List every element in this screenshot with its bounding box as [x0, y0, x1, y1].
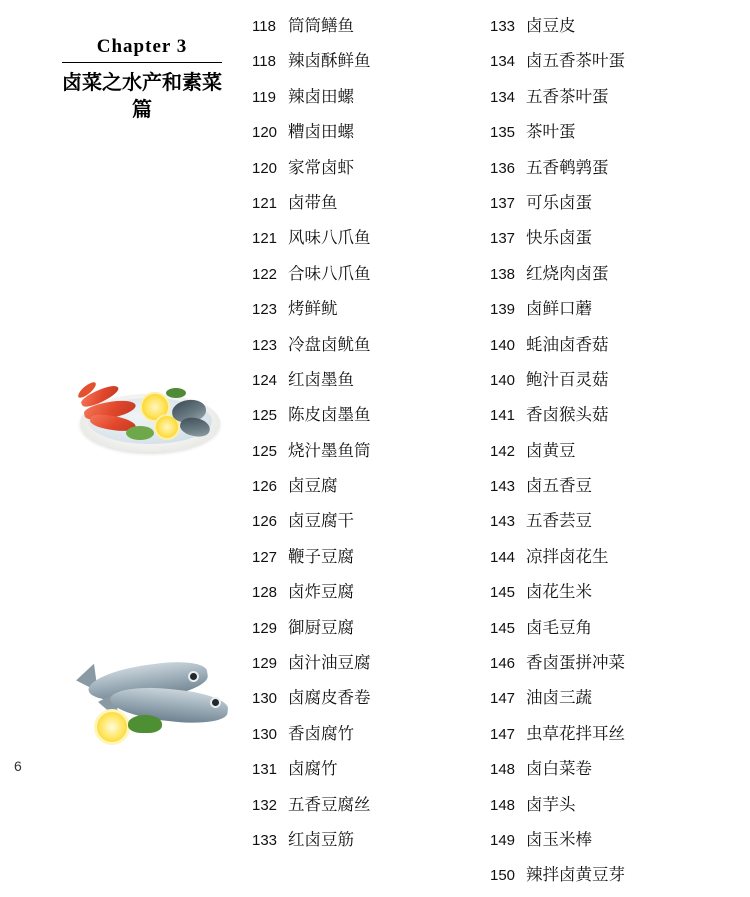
toc-page-number: 123 — [252, 301, 278, 319]
toc-entry[interactable] — [252, 578, 482, 613]
toc-page-number: 122 — [252, 265, 278, 283]
toc-page-number: 134 — [490, 53, 516, 71]
toc-page-number: 133 — [490, 18, 516, 35]
toc-entry-title: 五香豆腐丝 — [288, 794, 371, 814]
toc-page-number: 126 — [252, 513, 278, 531]
toc-page-number: 126 — [252, 478, 278, 496]
fish-eye-shape — [210, 697, 221, 708]
toc-entry[interactable] — [252, 755, 482, 790]
toc-entry-title: 香卤蛋拼冲菜 — [526, 653, 625, 673]
toc-entry-title: 可乐卤蛋 — [526, 192, 592, 212]
toc-entry-title: 五香鹌鹑蛋 — [526, 157, 609, 177]
toc-entry-title: 鲍汁百灵菇 — [526, 369, 609, 389]
toc-entry[interactable] — [252, 720, 482, 755]
toc-entry-title: 鞭子豆腐 — [288, 546, 354, 566]
toc-page-number: 147 — [490, 690, 516, 708]
toc-page-number: 145 — [490, 584, 516, 602]
toc-entry-title: 卤炸豆腐 — [288, 582, 354, 602]
toc-entry-title: 筒筒鳝鱼 — [288, 16, 354, 35]
toc-page-number: 119 — [252, 88, 276, 106]
toc-page-number: 138 — [490, 265, 516, 283]
toc-entry[interactable] — [252, 543, 482, 578]
toc-page-number: 147 — [490, 725, 516, 743]
toc-page-number: 127 — [252, 548, 278, 566]
toc-page-number: 120 — [252, 159, 278, 177]
toc-entry[interactable] — [252, 224, 482, 259]
toc-entry[interactable] — [252, 401, 482, 436]
toc-page-number: 140 — [490, 371, 516, 389]
toc-entry[interactable] — [252, 154, 482, 189]
toc-entry[interactable] — [252, 331, 482, 366]
toc-entry-title: 香卤猴头菇 — [526, 405, 609, 425]
toc-page-number: 146 — [490, 655, 516, 673]
toc-entry[interactable] — [490, 684, 740, 719]
toc-entry-title: 卤白菜卷 — [526, 759, 592, 779]
toc-entry-title: 卤芋头 — [526, 794, 576, 814]
toc-entry-title: 卤玉米棒 — [526, 829, 592, 849]
toc-page-number: 143 — [490, 478, 516, 496]
toc-entry-title: 辣卤酥鲜鱼 — [288, 51, 371, 71]
toc-entry-title: 卤五香茶叶蛋 — [526, 51, 625, 71]
chapter-title: 卤菜之水产和素菜篇 — [62, 70, 222, 121]
toc-page-number: 125 — [252, 442, 278, 460]
garnish-shape — [166, 388, 186, 398]
toc-entry[interactable] — [490, 437, 740, 472]
toc-middle-column — [252, 12, 482, 861]
toc-entry-title: 卤豆腐 — [288, 476, 338, 496]
garnish-shape — [126, 426, 154, 440]
toc-page-number: 125 — [252, 407, 278, 425]
toc-entry[interactable] — [490, 47, 740, 82]
chapter-heading — [62, 36, 222, 123]
toc-entry[interactable] — [490, 12, 740, 47]
toc-page-number: 143 — [490, 513, 516, 531]
toc-page-number: 142 — [490, 442, 516, 460]
toc-entry[interactable] — [252, 260, 482, 295]
toc-page-number: 130 — [252, 690, 278, 708]
toc-entry[interactable] — [490, 260, 740, 295]
toc-entry-title: 冷盘卤鱿鱼 — [288, 334, 371, 354]
toc-entry[interactable] — [490, 826, 740, 861]
toc-entry[interactable] — [252, 118, 482, 153]
chapter-divider — [62, 62, 222, 63]
toc-page-number: 121 — [252, 194, 278, 212]
toc-entry[interactable] — [490, 118, 740, 153]
fresh-fish-photo — [72, 635, 237, 750]
toc-entry[interactable] — [490, 507, 740, 542]
toc-entry-title: 家常卤虾 — [288, 157, 354, 177]
toc-page-number: 148 — [490, 761, 516, 779]
toc-page-number: 145 — [490, 619, 516, 637]
parsley-garnish-shape — [128, 715, 162, 733]
toc-entry[interactable] — [252, 826, 482, 861]
toc-page-number: 118 — [252, 53, 276, 71]
toc-entry-title: 香卤腐竹 — [288, 723, 354, 743]
toc-entry[interactable] — [252, 83, 482, 118]
toc-entry-title: 卤豆腐干 — [288, 511, 354, 531]
toc-entry[interactable] — [490, 543, 740, 578]
seafood-platter-photo — [68, 358, 233, 463]
toc-entry[interactable] — [490, 472, 740, 507]
toc-entry-title: 红卤墨鱼 — [288, 369, 354, 389]
toc-entry-title: 茶叶蛋 — [526, 122, 576, 142]
toc-entry-title: 卤腐皮香卷 — [288, 688, 371, 708]
toc-entry-title: 快乐卤蛋 — [526, 228, 592, 248]
toc-entry[interactable] — [490, 189, 740, 224]
toc-entry[interactable] — [252, 12, 482, 47]
toc-page-number: 123 — [252, 336, 278, 354]
toc-page-number: 135 — [490, 124, 516, 142]
toc-entry[interactable] — [252, 614, 482, 649]
toc-entry[interactable] — [490, 649, 740, 684]
toc-page-number: 144 — [490, 548, 516, 566]
toc-entry[interactable] — [252, 189, 482, 224]
toc-entry-title: 烤鲜鱿 — [288, 299, 338, 319]
toc-page-number: 130 — [252, 725, 278, 743]
toc-entry[interactable] — [490, 331, 740, 366]
toc-entry-title: 卤鲜口蘑 — [526, 299, 592, 319]
toc-entry[interactable] — [252, 47, 482, 82]
toc-entry-title: 辣拌卤黄豆芽 — [526, 865, 625, 885]
toc-right-column — [490, 12, 740, 897]
toc-page-number: 131 — [252, 761, 278, 779]
toc-page-number: 129 — [252, 619, 278, 637]
toc-entry-title: 凉拌卤花生 — [526, 546, 609, 566]
toc-page-number: 139 — [490, 301, 516, 319]
toc-entry-title: 红卤豆筋 — [288, 829, 354, 849]
toc-entry[interactable] — [252, 437, 482, 472]
toc-page-number: 148 — [490, 796, 516, 814]
toc-entry[interactable] — [490, 154, 740, 189]
left-column — [0, 0, 255, 784]
toc-entry-title: 五香芸豆 — [526, 511, 592, 531]
toc-entry-title: 合味八爪鱼 — [288, 263, 371, 283]
toc-entry[interactable] — [490, 861, 740, 896]
toc-entry-title: 烧汁墨鱼筒 — [288, 440, 371, 460]
toc-entry-title: 红烧肉卤蛋 — [526, 263, 609, 283]
toc-entry-title: 油卤三蔬 — [526, 688, 592, 708]
toc-page-number: 149 — [490, 831, 516, 849]
toc-entry[interactable] — [490, 791, 740, 826]
toc-entry[interactable] — [490, 224, 740, 259]
toc-entry[interactable] — [490, 401, 740, 436]
chapter-label: Chapter 3 — [96, 36, 188, 57]
toc-entry-title: 御厨豆腐 — [288, 617, 354, 637]
toc-page-number: 121 — [252, 230, 278, 248]
toc-entry[interactable] — [490, 755, 740, 790]
toc-entry[interactable] — [252, 295, 482, 330]
toc-entry[interactable] — [490, 614, 740, 649]
toc-page-number: 120 — [252, 124, 278, 142]
toc-entry-title: 卤毛豆角 — [526, 617, 592, 637]
toc-entry[interactable] — [252, 649, 482, 684]
toc-entry-title: 五香茶叶蛋 — [526, 86, 609, 106]
toc-entry[interactable] — [252, 366, 482, 401]
toc-entry-title: 辣卤田螺 — [288, 86, 354, 106]
toc-entry-title: 卤汁油豆腐 — [288, 653, 371, 673]
toc-entry-title: 卤豆皮 — [526, 16, 576, 35]
toc-page-number: 136 — [490, 159, 516, 177]
toc-entry[interactable] — [252, 791, 482, 826]
toc-entry-title: 卤黄豆 — [526, 440, 576, 460]
toc-entry-title: 虫草花拌耳丝 — [526, 723, 625, 743]
toc-page-number: 133 — [252, 831, 278, 849]
toc-page-number: 141 — [490, 407, 516, 425]
toc-entry[interactable] — [252, 472, 482, 507]
toc-entry-title: 糟卤田螺 — [288, 122, 354, 142]
toc-page-number: 124 — [252, 371, 278, 389]
toc-entry-title: 卤五香豆 — [526, 476, 592, 496]
toc-page-number: 134 — [490, 88, 516, 106]
toc-entry-title: 卤带鱼 — [288, 192, 338, 212]
page-number: 6 — [14, 758, 22, 774]
toc-page-number: 129 — [252, 655, 278, 673]
toc-page-number: 118 — [252, 18, 276, 35]
toc-entry-title: 卤腐竹 — [288, 759, 338, 779]
toc-page-number: 128 — [252, 584, 278, 602]
toc-entry[interactable] — [252, 507, 482, 542]
lemon-slice-shape — [94, 709, 130, 745]
toc-page-number: 137 — [490, 194, 516, 212]
toc-entry-title: 蚝油卤香菇 — [526, 334, 609, 354]
toc-entry-title: 卤花生米 — [526, 582, 592, 602]
fish-eye-shape — [188, 671, 199, 682]
toc-entry-title: 风味八爪鱼 — [288, 228, 371, 248]
toc-entry[interactable] — [252, 684, 482, 719]
toc-entry[interactable] — [490, 578, 740, 613]
toc-page-number: 150 — [490, 867, 516, 885]
toc-page-number: 137 — [490, 230, 516, 248]
toc-page-number: 132 — [252, 796, 278, 814]
toc-entry[interactable] — [490, 83, 740, 118]
toc-entry[interactable] — [490, 295, 740, 330]
toc-page-number: 140 — [490, 336, 516, 354]
toc-entry[interactable] — [490, 720, 740, 755]
toc-entry[interactable] — [490, 366, 740, 401]
toc-entry-title: 陈皮卤墨鱼 — [288, 405, 371, 425]
